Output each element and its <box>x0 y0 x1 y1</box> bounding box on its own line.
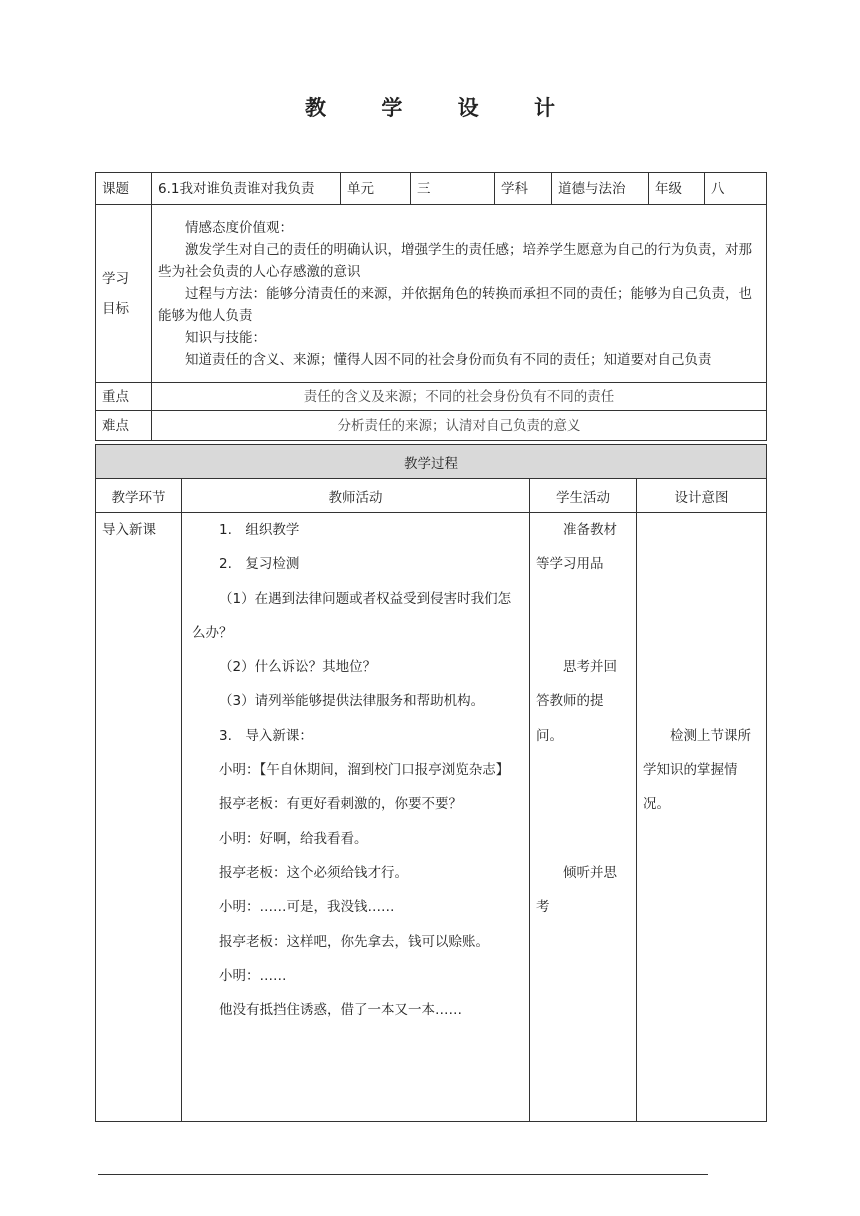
header-student: 学生活动 <box>530 479 637 513</box>
footer-divider <box>98 1174 708 1175</box>
design-intent <box>637 513 767 1122</box>
header-stage: 教学环节 <box>96 479 182 513</box>
stage-label: 导入新课 <box>102 522 156 538</box>
teacher-line: 报亭老板：这样吧，你先拿去，钱可以赊账。 <box>219 933 489 950</box>
header-intent: 设计意图 <box>637 479 767 513</box>
student-line: 准备教材等学习用品 <box>536 522 617 573</box>
teacher-line: 小明：…… <box>219 967 287 984</box>
teacher-line: 1. 组织教学 <box>219 522 300 538</box>
teacher-line: （2）什么诉讼？其地位？ <box>219 659 377 676</box>
objectives-label-line1: 学习 <box>102 270 129 287</box>
objective-line: 情感态度价值观： <box>185 219 293 236</box>
objectives-label <box>96 205 152 383</box>
teacher-line: 小明：……可是，我没钱…… <box>219 899 395 916</box>
grade-label: 年级 <box>649 173 705 205</box>
info-table <box>95 172 767 441</box>
objectives-label-line2: 目标 <box>102 300 129 317</box>
student-line: 倾听并思考 <box>536 864 617 916</box>
objective-line: 过程与方法：能够分清责任的来源，并依据角色的转换而承担不同的责任；能够为自己负责，也能够为他人负责 <box>158 285 752 324</box>
intent-text: 检测上节课所学知识的掌握情况。 <box>643 727 751 813</box>
student-line: 思考并回答教师的提问。 <box>536 659 617 744</box>
objectives-content <box>152 205 767 383</box>
topic-value: 6.1我对谁负责谁对我负责 <box>152 173 341 205</box>
teacher-line: 报亭老板：有更好看刺激的，你要不要？ <box>219 796 462 813</box>
objective-line: 知识与技能： <box>185 329 266 346</box>
teacher-line: 小明：【午自休期间，溜到校门口报亭浏览杂志】 <box>219 762 510 779</box>
process-table <box>95 444 767 1122</box>
key-point-text: 责任的含义及来源；不同的社会身份负有不同的责任 <box>152 383 767 411</box>
teacher-line: 他没有抵挡住诱惑，借了一本又一本…… <box>219 1002 462 1019</box>
stage-cell <box>96 513 182 1122</box>
topic-label: 课题 <box>96 173 152 205</box>
unit-label: 单元 <box>341 173 411 205</box>
key-point-label: 重点 <box>96 383 152 411</box>
document-title: 教 学 设 计 <box>305 96 579 120</box>
teacher-line: （3）请列举能够提供法律服务和帮助机构。 <box>219 693 485 710</box>
subject-value: 道德与法治 <box>552 173 649 205</box>
objective-line: 激发学生对自己的责任的明确认识，增强学生的责任感；培养学生愿意为自己的行为负责，对那些为社会负责的人心存感激的意识 <box>158 241 752 280</box>
difficulty-label: 难点 <box>96 411 152 441</box>
subject-label: 学科 <box>495 173 552 205</box>
teacher-line: 报亭老板：这个必须给钱才行。 <box>219 864 408 881</box>
student-activity <box>530 513 637 1122</box>
teacher-line: 小明：好啊，给我看看。 <box>219 830 368 847</box>
teacher-activity <box>182 513 530 1122</box>
process-title: 教学过程 <box>96 445 767 479</box>
teacher-line: 3. 导入新课： <box>219 727 313 744</box>
difficulty-text: 分析责任的来源；认清对自己负责的意义 <box>152 411 767 441</box>
unit-value: 三 <box>411 173 495 205</box>
grade-value: 八 <box>705 173 767 205</box>
header-teacher: 教师活动 <box>182 479 530 513</box>
objective-line: 知道责任的含义、来源；懂得人因不同的社会身份而负有不同的责任；知道要对自己负责 <box>185 351 712 368</box>
teacher-line: （1）在遇到法律问题或者权益受到侵害时我们怎么办？ <box>192 590 512 641</box>
teacher-line: 2. 复习检测 <box>219 556 300 573</box>
